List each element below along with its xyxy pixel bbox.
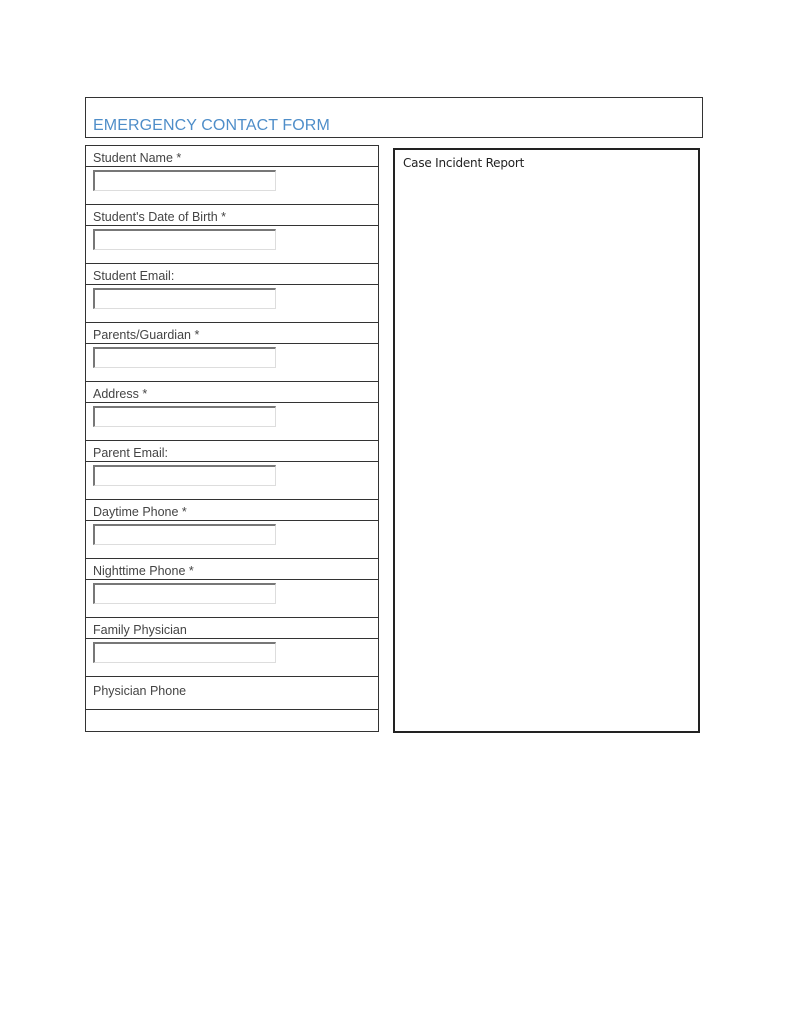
- field-row-address: [86, 403, 378, 441]
- field-label-parent-email: Parent Email:: [86, 441, 378, 462]
- field-label-nighttime-phone: Nighttime Phone *: [86, 559, 378, 580]
- field-row-student-name: [86, 167, 378, 205]
- case-incident-report-title: Case Incident Report: [403, 156, 525, 170]
- field-row-date-of-birth: [86, 226, 378, 264]
- student-email-input[interactable]: [93, 288, 276, 309]
- field-label-student-name: Student Name *: [86, 146, 378, 167]
- field-row-parents-guardian: [86, 344, 378, 382]
- form-title: EMERGENCY CONTACT FORM: [93, 117, 330, 134]
- nighttime-phone-input[interactable]: [93, 583, 276, 604]
- contact-fields-panel: [85, 145, 379, 732]
- field-label-daytime-phone: Daytime Phone *: [86, 500, 378, 521]
- field-label-address: Address *: [86, 382, 378, 403]
- field-label-parents-guardian: Parents/Guardian *: [86, 323, 378, 344]
- field-row-parent-email: [86, 462, 378, 500]
- student-name-input[interactable]: [93, 170, 276, 191]
- daytime-phone-input[interactable]: [93, 524, 276, 545]
- field-row-student-email: [86, 285, 378, 323]
- date-of-birth-input[interactable]: [93, 229, 276, 250]
- family-physician-input[interactable]: [93, 642, 276, 663]
- field-label-family-physician: Family Physician: [86, 618, 378, 639]
- address-input[interactable]: [93, 406, 276, 427]
- physician-phone-row[interactable]: [86, 710, 378, 731]
- field-label-student-email: Student Email:: [86, 264, 378, 285]
- field-row-nighttime-phone: [86, 580, 378, 618]
- case-incident-report-box[interactable]: [393, 148, 700, 733]
- parents-guardian-input[interactable]: [93, 347, 276, 368]
- parent-email-input[interactable]: [93, 465, 276, 486]
- field-label-date-of-birth: Student's Date of Birth *: [86, 205, 378, 226]
- field-row-daytime-phone: [86, 521, 378, 559]
- field-row-family-physician: [86, 639, 378, 677]
- field-label-physician-phone: Physician Phone: [86, 677, 378, 710]
- form-header: [85, 97, 703, 138]
